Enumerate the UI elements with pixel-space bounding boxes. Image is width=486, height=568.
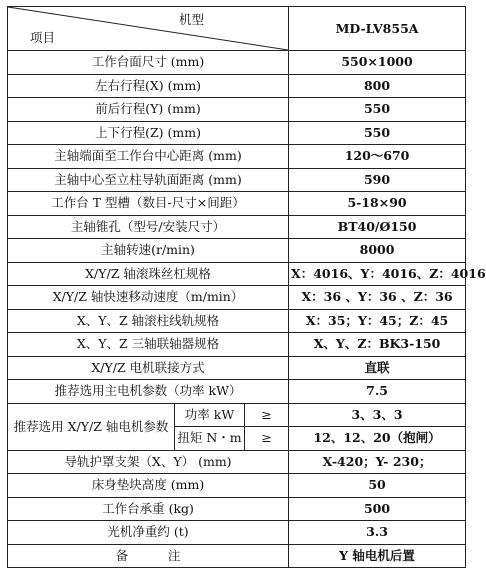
row-label: X、Y、Z 三轴联轴器规格 [8,333,289,357]
table-row [8,333,466,357]
motor-power-symbol: ≥ [245,403,289,427]
remark-value: Y 轴电机后置 [289,544,466,568]
row-value: 7.5 [289,380,466,404]
table-row [8,262,466,286]
table-row [8,380,466,404]
header-diagonal-cell [8,7,289,51]
row-value: 8000 [289,239,466,263]
row-value: 120～670 [289,145,466,169]
row-value: 5-18×90 [289,192,466,216]
row-label: X、Y、Z 轴滚柱线轨规格 [8,309,289,333]
table-row [8,286,466,310]
table-row [8,215,466,239]
row-label: X/Y/Z 轴滚珠丝杠规格 [8,262,289,286]
table-row [8,521,466,545]
table-row [8,145,466,169]
row-value: 3.3 [289,521,466,545]
row-label: 主轴端面至工作台中心距离 (mm) [8,145,289,169]
row-label: 工作台承重 (kg) [8,497,289,521]
row-value: 50 [289,474,466,498]
row-value: 590 [289,168,466,192]
motor-torque-symbol: ≥ [245,427,289,451]
table-row [8,192,466,216]
row-label: 导轨护罩支架（X、Y） (mm) [8,450,289,474]
row-value: X-420；Y- 230； [289,450,466,474]
table-row [8,51,466,75]
row-value: 800 [289,74,466,98]
header-col-label: 机型 [179,12,205,27]
row-value: X、Y、Z：BK3-150 [289,333,466,357]
motor-power-row [8,403,466,427]
motor-torque-label: 扭矩 N・m [175,427,245,451]
row-label: 左右行程(X) (mm) [8,74,289,98]
motor-power-value: 3、3、3 [289,403,466,427]
row-label: X/Y/Z 轴快速移动速度（m/min） [8,286,289,310]
remark-label: 备 注 [8,544,289,568]
table-row [8,168,466,192]
header-row [8,7,466,51]
row-value: BT40/Ø150 [289,215,466,239]
remark-row [8,544,466,568]
table-row [8,474,466,498]
row-label: 工作台面尺寸 (mm) [8,51,289,75]
row-label: 光机净重约 (t) [8,521,289,545]
table-row [8,309,466,333]
table-row [8,239,466,263]
row-label: 主轴转速(r/min) [8,239,289,263]
row-value: 550 [289,98,466,122]
model-name: MD-LV855A [289,7,466,51]
row-label: X/Y/Z 电机联接方式 [8,356,289,380]
row-label: 前后行程(Y) (mm) [8,98,289,122]
table-row [8,121,466,145]
row-label: 主轴中心至立柱导轨面距离 (mm) [8,168,289,192]
motor-params-label: 推荐选用 X/Y/Z 轴电机参数 [8,403,175,450]
row-value: 550×1000 [289,51,466,75]
row-value: X：35；Y：45；Z：45 [289,309,466,333]
motor-power-label: 功率 kW [175,403,245,427]
motor-torque-value: 12、12、20（抱闸） [289,427,466,451]
row-value: X：36 、Y：36 、Z：36 [289,286,466,310]
table-row [8,74,466,98]
row-label: 推荐选用主电机参数（功率 kW） [8,380,289,404]
row-value: X：4016、Y：4016、Z：4016 [289,262,466,286]
row-label: 床身垫块高度 (mm) [8,474,289,498]
row-label: 工作台 T 型槽（数目-尺寸×间距） [8,192,289,216]
row-label: 上下行程(Z) (mm) [8,121,289,145]
table-row [8,497,466,521]
row-value: 直联 [289,356,466,380]
header-row-label: 项目 [30,30,56,46]
row-value: 500 [289,497,466,521]
table-row [8,356,466,380]
row-value: 550 [289,121,466,145]
spec-table [7,6,486,568]
table-row [8,98,466,122]
row-label: 主轴锥孔（型号/安装尺寸） [8,215,289,239]
table-row [8,450,466,474]
